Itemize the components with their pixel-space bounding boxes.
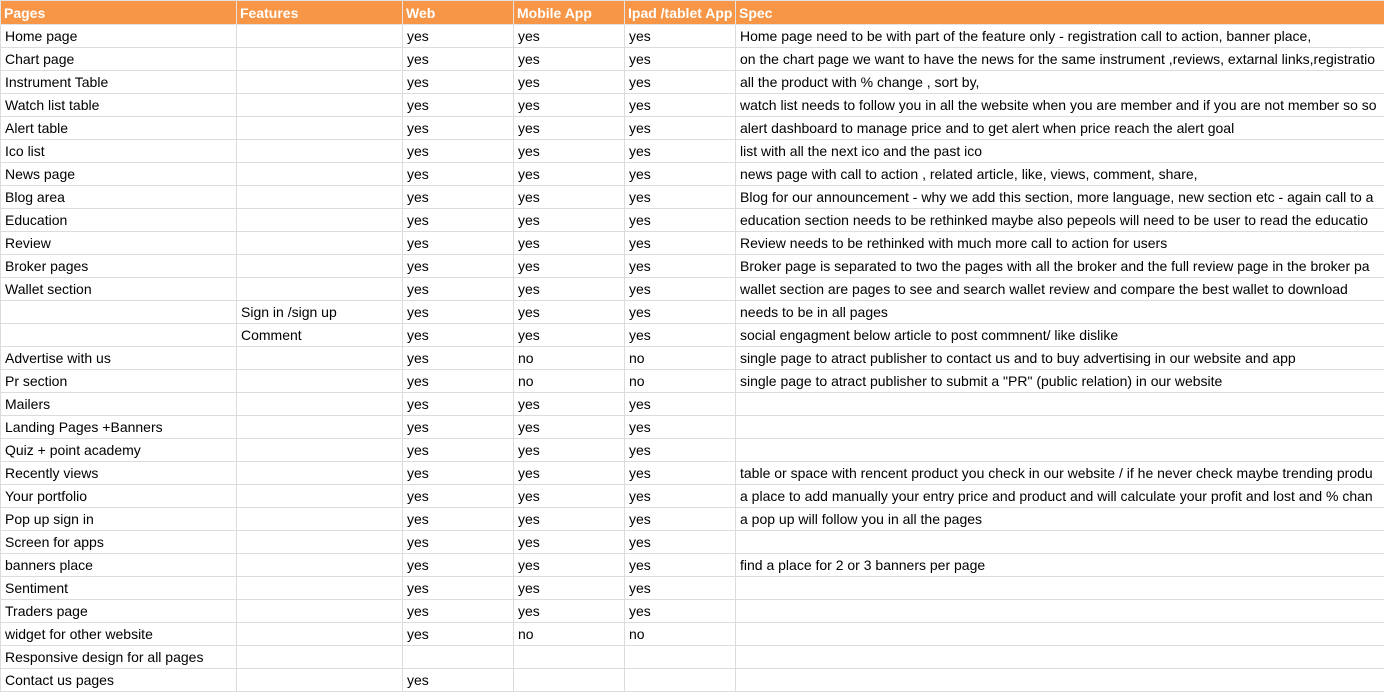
cell-mobile-app[interactable]: yes: [514, 94, 625, 117]
cell-mobile-app[interactable]: yes: [514, 163, 625, 186]
table-row: [1, 669, 1384, 692]
cell-spec[interactable]: [736, 669, 1384, 692]
cell-features[interactable]: [237, 577, 403, 600]
cell-spec[interactable]: [736, 393, 1384, 416]
cell-pages[interactable]: Broker pages: [1, 255, 237, 278]
cell-web[interactable]: yes: [403, 25, 514, 48]
cell-web[interactable]: yes: [403, 462, 514, 485]
cell-pages[interactable]: Screen for apps: [1, 531, 237, 554]
cell-features[interactable]: [237, 232, 403, 255]
cell-spec[interactable]: wallet section are pages to see and search wallet review and compare the best wallet to download: [736, 278, 1384, 301]
cell-spec[interactable]: single page to atract publisher to submit a "PR" (public relation) in our website: [736, 370, 1384, 393]
table-row: [1, 508, 1384, 531]
cell-web[interactable]: yes: [403, 393, 514, 416]
cell-pages[interactable]: Advertise with us: [1, 347, 237, 370]
table-row: [1, 255, 1384, 278]
table-row: [1, 347, 1384, 370]
cell-mobile-app[interactable]: yes: [514, 278, 625, 301]
cell-ipad-tablet-app[interactable]: yes: [625, 255, 736, 278]
cell-mobile-app[interactable]: [514, 646, 625, 669]
cell-web[interactable]: yes: [403, 669, 514, 692]
table-row: [1, 140, 1384, 163]
cell-spec[interactable]: watch list needs to follow you in all the website when you are member and if you are not member so so: [736, 94, 1384, 117]
cell-features[interactable]: [237, 347, 403, 370]
table-row: [1, 439, 1384, 462]
cell-web[interactable]: yes: [403, 209, 514, 232]
cell-spec[interactable]: Broker page is separated to two the pages with all the broker and the full review page in the broker pa: [736, 255, 1384, 278]
table-row: [1, 209, 1384, 232]
cell-web[interactable]: yes: [403, 117, 514, 140]
cell-features[interactable]: [237, 508, 403, 531]
cell-web[interactable]: yes: [403, 71, 514, 94]
cell-features[interactable]: [237, 462, 403, 485]
cell-web[interactable]: yes: [403, 485, 514, 508]
cell-web[interactable]: yes: [403, 255, 514, 278]
cell-mobile-app[interactable]: yes: [514, 508, 625, 531]
cell-web[interactable]: yes: [403, 554, 514, 577]
table-row: [1, 278, 1384, 301]
cell-spec[interactable]: [736, 623, 1384, 646]
cell-features[interactable]: [237, 600, 403, 623]
cell-web[interactable]: yes: [403, 347, 514, 370]
cell-ipad-tablet-app[interactable]: yes: [625, 485, 736, 508]
cell-features[interactable]: [237, 25, 403, 48]
cell-ipad-tablet-app[interactable]: yes: [625, 393, 736, 416]
cell-mobile-app[interactable]: yes: [514, 324, 625, 347]
cell-pages[interactable]: Home page: [1, 25, 237, 48]
cell-web[interactable]: yes: [403, 232, 514, 255]
cell-ipad-tablet-app[interactable]: no: [625, 347, 736, 370]
table-row: [1, 71, 1384, 94]
cell-pages[interactable]: Pr section: [1, 370, 237, 393]
cell-mobile-app[interactable]: yes: [514, 439, 625, 462]
cell-features[interactable]: [237, 485, 403, 508]
table-row: [1, 48, 1384, 71]
cell-ipad-tablet-app[interactable]: yes: [625, 531, 736, 554]
cell-ipad-tablet-app[interactable]: yes: [625, 140, 736, 163]
cell-mobile-app[interactable]: yes: [514, 301, 625, 324]
cell-ipad-tablet-app[interactable]: yes: [625, 71, 736, 94]
cell-mobile-app[interactable]: no: [514, 347, 625, 370]
cell-ipad-tablet-app[interactable]: [625, 669, 736, 692]
cell-ipad-tablet-app[interactable]: yes: [625, 301, 736, 324]
cell-ipad-tablet-app[interactable]: yes: [625, 209, 736, 232]
cell-spec[interactable]: social engagment below article to post commnent/ like dislike: [736, 324, 1384, 347]
header-spec[interactable]: Spec: [736, 1, 1384, 25]
cell-ipad-tablet-app[interactable]: yes: [625, 94, 736, 117]
cell-web[interactable]: yes: [403, 301, 514, 324]
cell-spec[interactable]: on the chart page we want to have the news for the same instrument ,reviews, extarnal links,registratio: [736, 48, 1384, 71]
cell-ipad-tablet-app[interactable]: no: [625, 370, 736, 393]
cell-web[interactable]: yes: [403, 370, 514, 393]
cell-ipad-tablet-app[interactable]: yes: [625, 25, 736, 48]
cell-features[interactable]: [237, 439, 403, 462]
cell-mobile-app[interactable]: yes: [514, 186, 625, 209]
cell-pages[interactable]: Mailers: [1, 393, 237, 416]
cell-pages[interactable]: Quiz + point academy: [1, 439, 237, 462]
cell-spec[interactable]: Home page need to be with part of the feature only - registration call to action, banner place,: [736, 25, 1384, 48]
cell-mobile-app[interactable]: yes: [514, 554, 625, 577]
cell-spec[interactable]: [736, 416, 1384, 439]
cell-pages[interactable]: Review: [1, 232, 237, 255]
cell-features[interactable]: [237, 71, 403, 94]
cell-ipad-tablet-app[interactable]: yes: [625, 278, 736, 301]
cell-features[interactable]: [237, 669, 403, 692]
cell-mobile-app[interactable]: yes: [514, 71, 625, 94]
cell-spec[interactable]: a pop up will follow you in all the pages: [736, 508, 1384, 531]
cell-spec[interactable]: news page with call to action , related article, like, views, comment, share,: [736, 163, 1384, 186]
cell-pages[interactable]: Traders page: [1, 600, 237, 623]
cell-ipad-tablet-app[interactable]: yes: [625, 232, 736, 255]
cell-features[interactable]: Sign in /sign up: [237, 301, 403, 324]
table-row: [1, 485, 1384, 508]
cell-mobile-app[interactable]: yes: [514, 209, 625, 232]
cell-spec[interactable]: [736, 600, 1384, 623]
cell-ipad-tablet-app[interactable]: no: [625, 623, 736, 646]
header-mobile-app[interactable]: Mobile App: [514, 1, 625, 25]
cell-pages[interactable]: Alert table: [1, 117, 237, 140]
header-features[interactable]: Features: [237, 1, 403, 25]
cell-pages[interactable]: Instrument Table: [1, 71, 237, 94]
cell-features[interactable]: [237, 278, 403, 301]
cell-pages[interactable]: Ico list: [1, 140, 237, 163]
table-row: [1, 186, 1384, 209]
cell-web[interactable]: yes: [403, 278, 514, 301]
cell-pages[interactable]: [1, 324, 237, 347]
cell-features[interactable]: Comment: [237, 324, 403, 347]
cell-web[interactable]: yes: [403, 600, 514, 623]
table-row: [1, 117, 1384, 140]
cell-web[interactable]: yes: [403, 324, 514, 347]
cell-pages[interactable]: Your portfolio: [1, 485, 237, 508]
table-row: [1, 646, 1384, 669]
cell-web[interactable]: yes: [403, 140, 514, 163]
table-row: [1, 577, 1384, 600]
cell-spec[interactable]: education section needs to be rethinked maybe also pepeols will need to be user to read the educatio: [736, 209, 1384, 232]
header-web[interactable]: Web: [403, 1, 514, 25]
cell-pages[interactable]: Sentiment: [1, 577, 237, 600]
cell-ipad-tablet-app[interactable]: yes: [625, 48, 736, 71]
cell-features[interactable]: [237, 393, 403, 416]
cell-web[interactable]: yes: [403, 508, 514, 531]
table-row: [1, 554, 1384, 577]
cell-features[interactable]: [237, 255, 403, 278]
cell-web[interactable]: [403, 646, 514, 669]
cell-mobile-app[interactable]: no: [514, 370, 625, 393]
cell-features[interactable]: [237, 209, 403, 232]
cell-spec[interactable]: Review needs to be rethinked with much more call to action for users: [736, 232, 1384, 255]
cell-mobile-app[interactable]: yes: [514, 25, 625, 48]
table-row: [1, 623, 1384, 646]
cell-mobile-app[interactable]: [514, 669, 625, 692]
cell-mobile-app[interactable]: yes: [514, 577, 625, 600]
cell-web[interactable]: yes: [403, 531, 514, 554]
cell-pages[interactable]: banners place: [1, 554, 237, 577]
cell-spec[interactable]: single page to atract publisher to contact us and to buy advertising in our website and app: [736, 347, 1384, 370]
cell-pages[interactable]: Responsive design for all pages: [1, 646, 237, 669]
table-row: [1, 370, 1384, 393]
cell-mobile-app[interactable]: yes: [514, 416, 625, 439]
cell-pages[interactable]: Wallet section: [1, 278, 237, 301]
cell-features[interactable]: [237, 186, 403, 209]
cell-ipad-tablet-app[interactable]: yes: [625, 163, 736, 186]
cell-pages[interactable]: Contact us pages: [1, 669, 237, 692]
cell-features[interactable]: [237, 623, 403, 646]
cell-web[interactable]: yes: [403, 416, 514, 439]
cell-pages[interactable]: Chart page: [1, 48, 237, 71]
cell-features[interactable]: [237, 117, 403, 140]
cell-spec[interactable]: Blog for our announcement - why we add this section, more language, new section etc - again call to a: [736, 186, 1384, 209]
cell-spec[interactable]: list with all the next ico and the past ico: [736, 140, 1384, 163]
cell-spec[interactable]: table or space with rencent product you check in our website / if he never check maybe trending produ: [736, 462, 1384, 485]
cell-pages[interactable]: Recently views: [1, 462, 237, 485]
table-row: [1, 94, 1384, 117]
cell-pages[interactable]: News page: [1, 163, 237, 186]
cell-mobile-app[interactable]: yes: [514, 48, 625, 71]
cell-features[interactable]: [237, 140, 403, 163]
cell-pages[interactable]: [1, 301, 237, 324]
cell-mobile-app[interactable]: yes: [514, 462, 625, 485]
cell-web[interactable]: yes: [403, 623, 514, 646]
cell-pages[interactable]: Pop up sign in: [1, 508, 237, 531]
cell-pages[interactable]: Watch list table: [1, 94, 237, 117]
cell-features[interactable]: [237, 94, 403, 117]
table-body: [1, 25, 1384, 692]
cell-pages[interactable]: Blog area: [1, 186, 237, 209]
cell-mobile-app[interactable]: yes: [514, 140, 625, 163]
cell-ipad-tablet-app[interactable]: yes: [625, 600, 736, 623]
table-row: [1, 324, 1384, 347]
cell-web[interactable]: yes: [403, 186, 514, 209]
cell-features[interactable]: [237, 646, 403, 669]
cell-ipad-tablet-app[interactable]: yes: [625, 186, 736, 209]
table-row: [1, 25, 1384, 48]
cell-ipad-tablet-app[interactable]: yes: [625, 508, 736, 531]
header-ipad-tablet-app[interactable]: Ipad /tablet App: [625, 1, 736, 25]
cell-ipad-tablet-app[interactable]: yes: [625, 117, 736, 140]
cell-mobile-app[interactable]: yes: [514, 485, 625, 508]
cell-features[interactable]: [237, 48, 403, 71]
table-row: [1, 462, 1384, 485]
cell-spec[interactable]: [736, 439, 1384, 462]
cell-pages[interactable]: Landing Pages +Banners: [1, 416, 237, 439]
table-row: [1, 393, 1384, 416]
table-row: [1, 600, 1384, 623]
cell-ipad-tablet-app[interactable]: yes: [625, 324, 736, 347]
table-row: [1, 531, 1384, 554]
cell-mobile-app[interactable]: yes: [514, 531, 625, 554]
cell-mobile-app[interactable]: yes: [514, 232, 625, 255]
cell-spec[interactable]: [736, 577, 1384, 600]
cell-features[interactable]: [237, 370, 403, 393]
cell-spec[interactable]: a place to add manually your entry price and product and will calculate your profit and lost and % chan: [736, 485, 1384, 508]
cell-web[interactable]: yes: [403, 48, 514, 71]
cell-spec[interactable]: needs to be in all pages: [736, 301, 1384, 324]
cell-features[interactable]: [237, 416, 403, 439]
cell-features[interactable]: [237, 531, 403, 554]
cell-spec[interactable]: [736, 531, 1384, 554]
table-row: [1, 301, 1384, 324]
header-row: [1, 1, 1384, 25]
cell-spec[interactable]: find a place for 2 or 3 banners per page: [736, 554, 1384, 577]
cell-mobile-app[interactable]: yes: [514, 393, 625, 416]
header-pages[interactable]: Pages: [1, 1, 237, 25]
cell-mobile-app[interactable]: no: [514, 623, 625, 646]
cell-spec[interactable]: all the product with % change , sort by,: [736, 71, 1384, 94]
table-row: [1, 416, 1384, 439]
cell-spec[interactable]: alert dashboard to manage price and to get alert when price reach the alert goal: [736, 117, 1384, 140]
cell-mobile-app[interactable]: yes: [514, 600, 625, 623]
cell-spec[interactable]: [736, 646, 1384, 669]
cell-ipad-tablet-app[interactable]: yes: [625, 439, 736, 462]
table-row: [1, 232, 1384, 255]
cell-ipad-tablet-app[interactable]: yes: [625, 416, 736, 439]
cell-ipad-tablet-app[interactable]: yes: [625, 577, 736, 600]
cell-web[interactable]: yes: [403, 439, 514, 462]
cell-pages[interactable]: Education: [1, 209, 237, 232]
cell-ipad-tablet-app[interactable]: yes: [625, 554, 736, 577]
cell-pages[interactable]: widget for other website: [1, 623, 237, 646]
cell-mobile-app[interactable]: yes: [514, 255, 625, 278]
cell-web[interactable]: yes: [403, 94, 514, 117]
cell-features[interactable]: [237, 163, 403, 186]
cell-ipad-tablet-app[interactable]: [625, 646, 736, 669]
cell-web[interactable]: yes: [403, 163, 514, 186]
cell-mobile-app[interactable]: yes: [514, 117, 625, 140]
cell-web[interactable]: yes: [403, 577, 514, 600]
cell-features[interactable]: [237, 554, 403, 577]
table-row: [1, 163, 1384, 186]
cell-ipad-tablet-app[interactable]: yes: [625, 462, 736, 485]
